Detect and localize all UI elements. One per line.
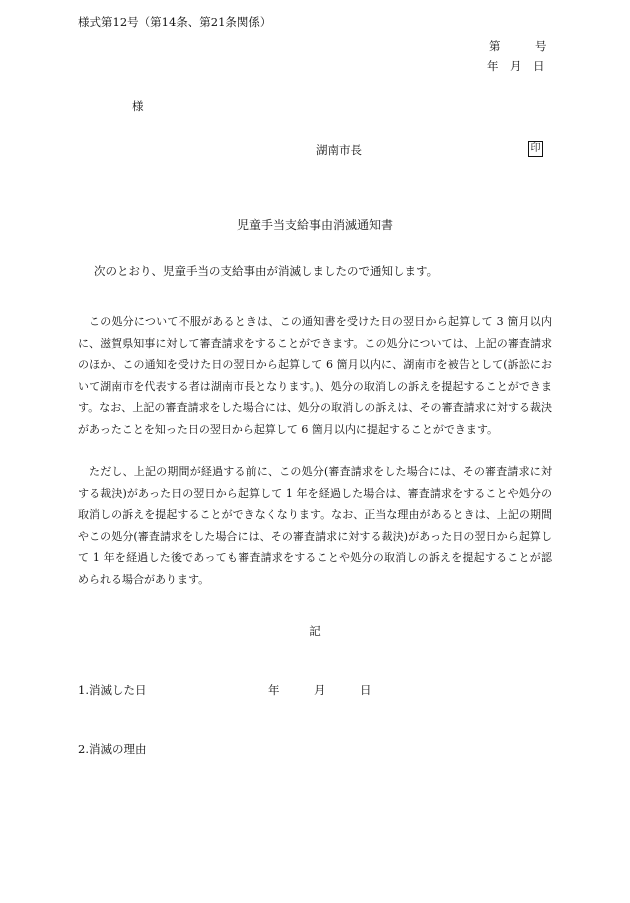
appeal-notice-paragraph-2: ただし、上記の期間が経過する前に、この処分(審査請求をした場合には、その審査請求に対する裁決)があった日の翌日から起算して 1 年を経過した場合は、審査請求をすることや処分の取消しの訴えを提起することができなくなります。なお、正当な理由があるときは、上記の期間やこの処分(審査請求をした場合には、その審査請求に対する裁決)があった日の翌日から起算して 1 年を経過した後であっても審査請求をすることや処分の取消しの訴えを提起することが認められる場合があります。: [78, 465, 552, 586]
document-date: 年 月 日: [487, 59, 545, 73]
addressee-honorific: 様: [132, 99, 144, 113]
form-label: 様式第12号（第14条、第21条関係）: [78, 15, 272, 29]
seal-mark: 印: [528, 141, 543, 157]
item-2-label: 2.消滅の理由: [78, 742, 147, 756]
item-1-label: 1.消滅した日: [78, 683, 147, 697]
document-number: 第 号: [489, 39, 547, 53]
issuer-name: 湖南市長: [316, 143, 362, 157]
ki-heading: 記: [309, 624, 321, 638]
intro-text: 次のとおり、児童手当の支給事由が消滅しましたので通知します。: [94, 264, 439, 278]
document-title: 児童手当支給事由消滅通知書: [236, 218, 393, 232]
item-1-date-field: 年 月 日: [268, 683, 372, 697]
appeal-notice-paragraph-1: この処分について不服があるときは、この通知書を受けた日の翌日から起算して 3 箇月以内に、滋賀県知事に対して審査請求をすることができます。この処分については、上記の審査請求のほか、この通知を受けた日の翌日から起算して 6 箇月以内に、湖南市を被告として(訴訟において湖南市を代表する者は湖南市長となります。)、処分の取消しの訴えを提起することができます。なお、上記の審査請求をした場合には、処分の取消しの訴えは、その審査請求に対する裁決があったことを知った日の翌日から起算して 6 箇月以内に提起することができます。: [78, 315, 552, 436]
